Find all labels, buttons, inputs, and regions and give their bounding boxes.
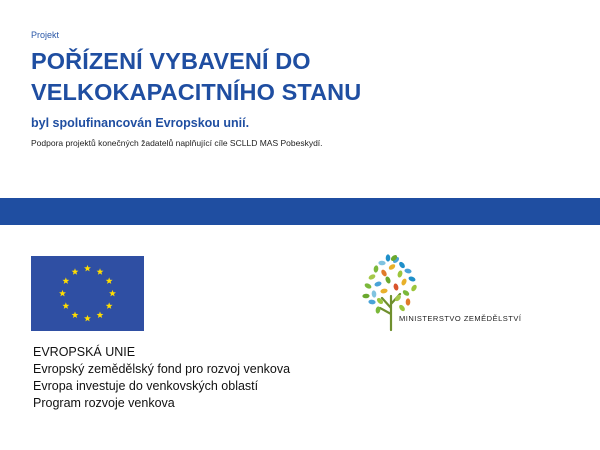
leaf-icon bbox=[410, 284, 418, 293]
leaf-icon bbox=[397, 270, 403, 278]
leaf-icon bbox=[374, 281, 382, 288]
leaf-icon bbox=[404, 268, 412, 274]
project-title-line-2: VELKOKAPACITNÍHO STANU bbox=[31, 79, 362, 105]
leaf-icon bbox=[408, 276, 416, 283]
leaf-icon bbox=[388, 263, 397, 271]
project-title bbox=[31, 46, 361, 108]
eu-funding-block bbox=[33, 344, 290, 412]
project-description: Podpora projektů konečných žadatelů naplňující cíle SCLLD MAS Pobeskydí. bbox=[31, 138, 323, 148]
leaf-icon bbox=[364, 282, 373, 289]
project-title-line-1: POŘÍZENÍ VYBAVENÍ DO bbox=[31, 48, 311, 74]
leaf-icon bbox=[393, 283, 399, 291]
blue-band bbox=[0, 198, 600, 225]
leaf-icon bbox=[378, 260, 386, 265]
leaf-icon bbox=[384, 276, 391, 284]
leaf-icon bbox=[362, 294, 369, 299]
leaf-icon bbox=[398, 261, 406, 269]
leaf-icon bbox=[400, 278, 407, 286]
project-kicker: Projekt bbox=[31, 30, 60, 40]
leaf-icon bbox=[373, 265, 379, 273]
eu-line-investment: Evropa investuje do venkovských oblastí bbox=[33, 379, 259, 393]
leaf-icon bbox=[402, 289, 411, 297]
leaf-icon bbox=[371, 290, 376, 298]
leaf-icon bbox=[380, 269, 388, 278]
leaf-icon bbox=[380, 288, 388, 294]
leaf-icon bbox=[406, 298, 411, 305]
eu-line-fund: Evropský zemědělský fond pro rozvoj venkova bbox=[33, 362, 291, 376]
ministry-name: MINISTERSTVO ZEMĚDĚLSTVÍ bbox=[399, 314, 522, 323]
leaf-icon bbox=[368, 273, 377, 280]
eu-line-union: EVROPSKÁ UNIE bbox=[33, 345, 136, 359]
eu-flag-icon bbox=[31, 256, 144, 331]
leaf-icon bbox=[398, 304, 406, 313]
leaf-icon bbox=[386, 254, 391, 261]
leaf-icon bbox=[368, 299, 376, 304]
eu-line-program: Program rozvoje venkova bbox=[33, 396, 175, 410]
cofinancing-statement: byl spolufinancován Evropskou unií. bbox=[31, 116, 250, 130]
